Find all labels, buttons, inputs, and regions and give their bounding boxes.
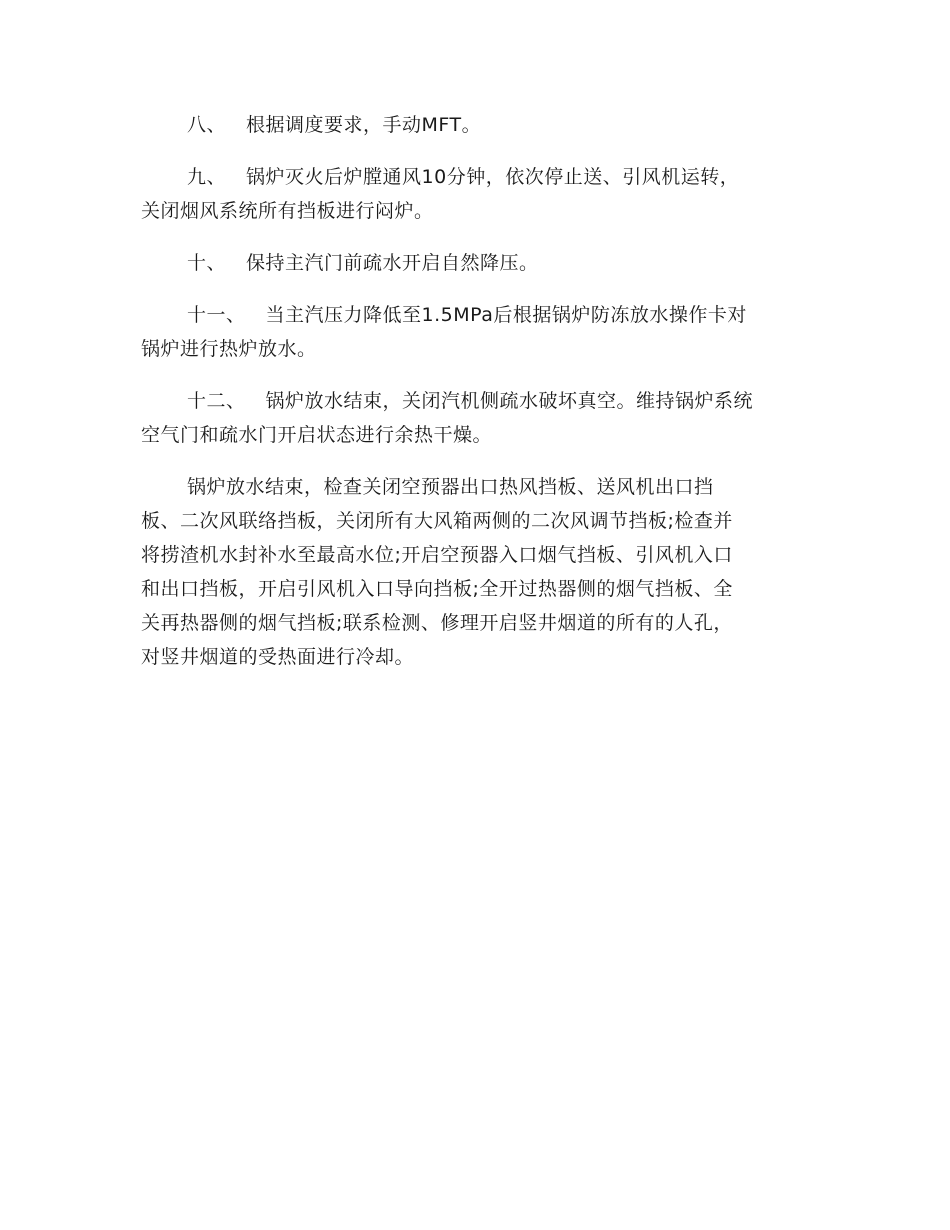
paragraph-summary xyxy=(141,470,811,674)
item-number: 十二、 xyxy=(187,390,246,412)
paragraph-line: 将捞渣机水封补水至最高水位;开启空预器入口烟气挡板、引风机入口 xyxy=(141,544,733,566)
paragraph-line: 关再热器侧的烟气挡板;联系检测、修理开启竖井烟道的所有的人孔， xyxy=(141,612,733,634)
paragraph-line: 锅炉放水结束，检查关闭空预器出口热风挡板、送风机出口挡 xyxy=(187,476,714,498)
item-number: 九、 xyxy=(187,166,227,188)
paragraph-11 xyxy=(141,298,811,366)
paragraph-line: 十一、 当主汽压力降低至1.5MPa后根据锅炉防冻放水操作卡对 xyxy=(187,304,747,326)
item-number: 八、 xyxy=(187,114,227,136)
item-number: 十一、 xyxy=(187,304,246,326)
paragraph-8 xyxy=(141,108,811,142)
document-body xyxy=(141,108,811,692)
paragraph-line: 空气门和疏水门开启状态进行余热干燥。 xyxy=(141,424,493,446)
paragraph-line: 八、 根据调度要求，手动MFT。 xyxy=(187,114,482,136)
paragraph-line: 十二、 锅炉放水结束，关闭汽机侧疏水破坏真空。维持锅炉系统 xyxy=(187,390,754,412)
paragraph-line: 板、二次风联络挡板，关闭所有大风箱两侧的二次风调节挡板;检查并 xyxy=(141,510,733,532)
paragraph-line: 九、 锅炉灭火后炉膛通风10分钟，依次停止送、引风机运转， xyxy=(187,166,740,188)
paragraph-9 xyxy=(141,160,811,228)
paragraph-10 xyxy=(141,246,811,280)
paragraph-line: 关闭烟风系统所有挡板进行闷炉。 xyxy=(141,200,434,222)
paragraph-line: 十、 保持主汽门前疏水开启自然降压。 xyxy=(187,252,539,274)
item-number: 十、 xyxy=(187,252,227,274)
paragraph-12 xyxy=(141,384,811,452)
paragraph-line: 对竖井烟道的受热面进行冷却。 xyxy=(141,646,415,668)
paragraph-line: 和出口挡板，开启引风机入口导向挡板;全开过热器侧的烟气挡板、全 xyxy=(141,578,733,600)
paragraph-line: 锅炉进行热炉放水。 xyxy=(141,338,317,360)
